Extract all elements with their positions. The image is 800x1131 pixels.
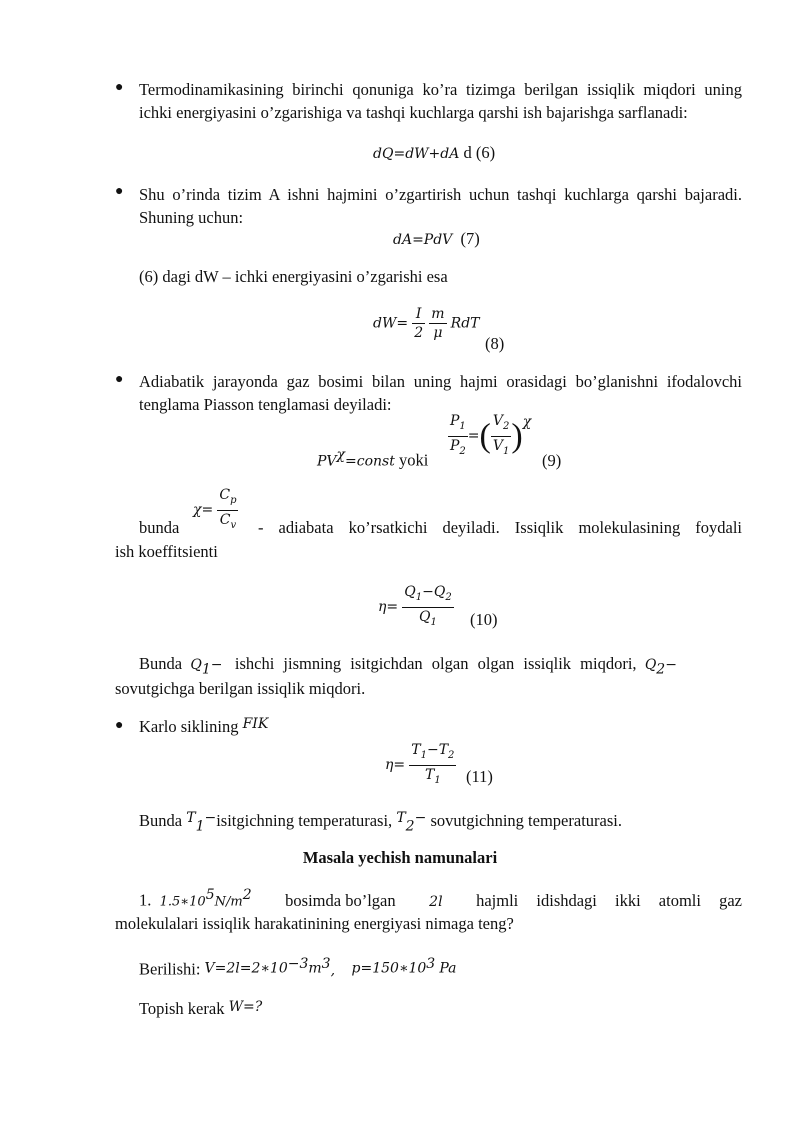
- given-line: Berilishi: $V=2l=2∗10^{-3}m^3$, $p=150∗10^3$ Pa: [139, 956, 457, 979]
- bullet-dot: ●: [115, 184, 124, 199]
- bullet-dot: ●: [115, 80, 124, 95]
- equation-9-left: $PV^\chi=const$ yoki: [317, 447, 429, 470]
- bullet-dot: ●: [115, 372, 124, 387]
- problem-1-line2: molekulalari issiqlik harakatinining energiyasi nimaga teng?: [115, 914, 514, 933]
- text-ish-koeffitsienti: ish koeffitsienti: [115, 542, 218, 561]
- equation-number: (8): [485, 334, 505, 353]
- paragraph-adiabatic: Adiabatik jarayonda gaz bosimi bilan uning hajmi orasidagi bo’glanishni ifodalovchi tenglama Piasson tenglamasi deyiladi:: [139, 372, 742, 414]
- paragraph-internal-energy: (6) dagi dW – ichki energiyasini o’zgarishi esa: [139, 267, 448, 286]
- problem-1-line1: 1. $1.5∗10^5N/m^2$ bosimda bo’lgan 2l hajmli idishdagi ikki atomli gaz: [139, 887, 742, 910]
- equation-number: (10): [470, 610, 498, 629]
- equation-9-right: $\frac{P_1}{P_2}$ =( $\frac{V_2}{V_1}$ )$^\chi$: [450, 413, 532, 457]
- equation-11: η= $\frac{T_1-T_2}{T_1}$: [385, 742, 455, 786]
- paragraph-first-law: Termodinamikasining birinchi qonuniga ko’ra tizimga berilgan issiqlik miqdori uning ichki energiyasini o’zgarishiga va tashqi kuchlarga qarshi ish bajarishga sarflanadi:: [139, 80, 742, 122]
- text-adiabata: - adiabata ko’rsatkichi deyiladi. Issiqlik molekulasining foydali: [258, 518, 742, 537]
- equation-8: dW= $\frac{I}{2}$ $\frac{m}{\mu}$ RdT: [373, 306, 480, 341]
- equation-7: dA=PdV (7): [393, 229, 480, 248]
- bullet-dot: ●: [115, 718, 124, 733]
- section-heading: Masala yechish namunalari: [302, 848, 498, 867]
- text-karlo: Karlo siklining $^{FIK}$: [139, 716, 269, 736]
- equation-number: (11): [466, 767, 493, 786]
- text-sovutgich: sovutgichga berilgan issiqlik miqdori.: [115, 679, 366, 698]
- equation-number: (9): [542, 451, 562, 470]
- equation-chi: χ= $\frac{C_p}{C_v}$: [193, 487, 237, 531]
- equation-10: η= $\frac{Q_1-Q_2}{Q_1}$: [378, 584, 452, 628]
- equation-number: (7): [460, 229, 480, 248]
- equation-6: dQ=dW+dA d (6): [373, 143, 496, 162]
- paragraph-q-definitions: Bunda $Q_1-$ ishchi jismning isitgichdan olgan olgan issiqlik miqdori, $Q_2-$: [139, 654, 677, 678]
- equation-number: (6): [475, 143, 496, 162]
- text-bunda: bunda: [139, 518, 180, 537]
- paragraph-work: Shu o’rinda tizim A ishni hajmini o’zgartirish uchun tashqi kuchlarga qarshi bajaradi. Shuning uchun:: [139, 185, 742, 227]
- paragraph-t-definitions: Bunda $^T_1$−isitgichning temperaturasi, $^T_2$− sovutgichning temperaturasi.: [139, 810, 622, 835]
- find-line: Topish kerak W=?: [139, 999, 263, 1018]
